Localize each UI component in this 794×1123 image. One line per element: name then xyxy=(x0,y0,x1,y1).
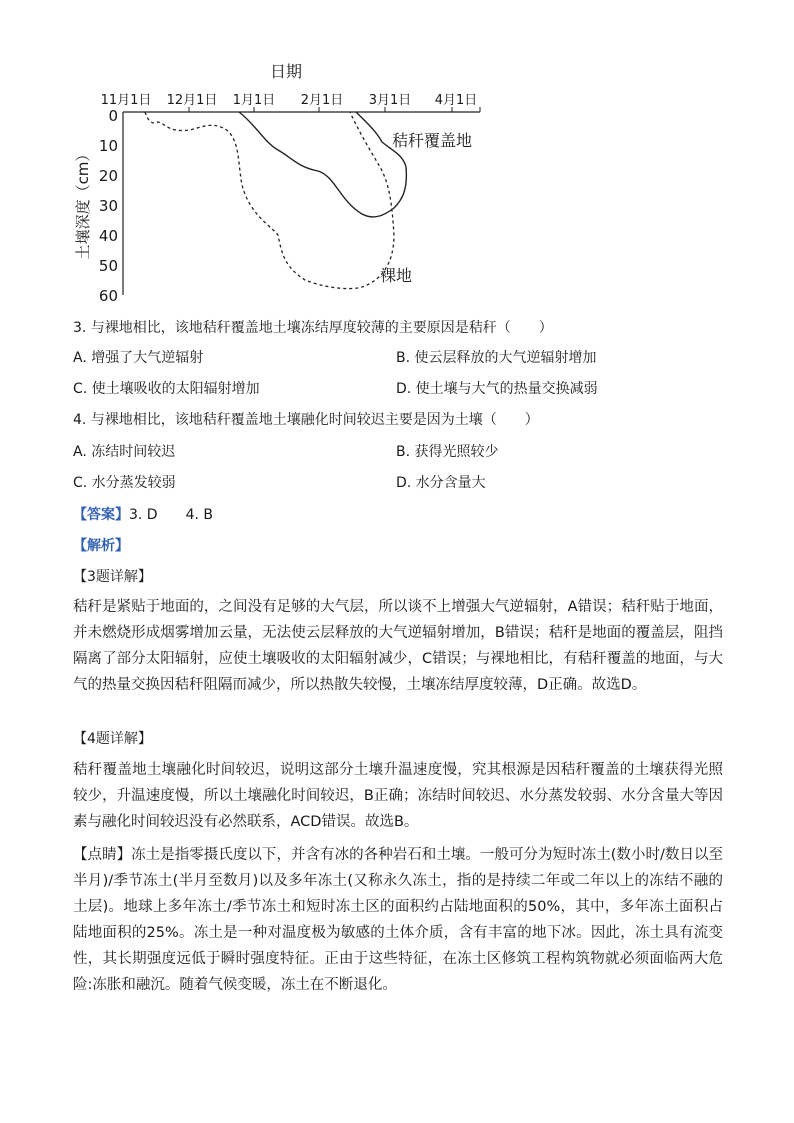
y-tick-label: 30 xyxy=(98,197,118,215)
analysis-tag: 【解析】 xyxy=(73,538,129,554)
x-tick-label: 11月1日 xyxy=(100,93,152,108)
answer-tag: 【答案】 xyxy=(73,507,129,523)
y-axis-title: 土壤深度（cm） xyxy=(74,146,92,260)
y-tick-label: 10 xyxy=(98,137,118,155)
question-3-stem: 3. 与裸地相比，该地秸秆覆盖地土壤冻结厚度较薄的主要原因是秸秆（ ） xyxy=(73,320,553,336)
y-tick-label: 0 xyxy=(108,107,118,125)
detail-4-text: 秸秆覆盖地土壤融化时间较迟，说明这部分土壤升温速度慢，究其根源是因秸秆覆盖的土壤获得光照较少，升温速度慢，所以土壤融化时间较迟，B正确；冻结时间较迟、水分蒸发较弱、水分含量大等因素与融化时间较迟没有必然联系，ACD错误。故选B。 xyxy=(73,762,723,830)
option-3c: C. 使土壤吸收的太阳辐射增加 xyxy=(73,381,260,397)
bare-land-label: 裸地 xyxy=(380,266,413,285)
covered-land-label: 秸秆覆盖地 xyxy=(392,131,473,150)
detail-4-heading: 【4题详解】 xyxy=(73,731,152,747)
soil-frost-chart xyxy=(60,55,520,310)
tip-paragraph xyxy=(73,842,723,998)
option-4d: D. 水分含量大 xyxy=(396,475,486,491)
x-tick-label: 2月1日 xyxy=(300,93,344,108)
option-3b: B. 使云层释放的大气逆辐射增加 xyxy=(396,350,597,366)
answer-value: 3. D 4. B xyxy=(129,507,213,523)
x-tick-label: 12月1日 xyxy=(166,93,218,108)
y-tick-label: 60 xyxy=(98,287,118,305)
detail-3-text: 秸秆是紧贴于地面的，之间没有足够的大气层，所以谈不上增强大气逆辐射，A错误；秸秆贴于地面，并未燃烧形成烟雾增加云量，无法使云层释放的大气逆辐射增加，B错误；秸秆是地面的覆盖层，阻挡隔离了部分太阳辐射，应使土壤吸收的太阳辐射减少，C错误；与裸地相比，有秸秆覆盖的地面，与大气的热量交换因秸秆阻隔而减少，所以热散失较慢，土壤冻结厚度较薄，D正确。故选D。 xyxy=(73,599,723,693)
option-4b: B. 获得光照较少 xyxy=(396,444,499,460)
answer-line xyxy=(73,505,213,525)
question-4-stem: 4. 与裸地相比，该地秸秆覆盖地土壤融化时间较迟主要是因为土壤（ ） xyxy=(73,412,539,428)
option-3d: D. 使土壤与大气的热量交换减弱 xyxy=(396,381,598,397)
bare-land-curve xyxy=(145,112,394,289)
y-tick-label: 40 xyxy=(98,227,118,245)
analysis-heading xyxy=(73,536,129,556)
x-tick-label: 3月1日 xyxy=(368,93,412,108)
detail-3-heading: 【3题详解】 xyxy=(73,569,152,585)
option-3a: A. 增强了大气逆辐射 xyxy=(73,350,204,366)
x-axis-title: 日期 xyxy=(269,62,303,81)
x-tick-label: 4月1日 xyxy=(434,93,478,108)
option-4c: C. 水分蒸发较弱 xyxy=(73,475,176,491)
chart-svg xyxy=(60,55,520,310)
x-tick-label: 1月1日 xyxy=(232,93,276,108)
tip-tag: 【点睛】 xyxy=(73,847,132,863)
y-tick-label: 20 xyxy=(98,167,118,185)
tip-text: 冻土是指零摄氏度以下，并含有冰的各种岩石和土壤。一般可分为短时冻土(数小时/数日以至半月)/季节冻土(半月至数月)以及多年冻土(又称永久冻土，指的是持续二年或二年以上的冻结不融的土层)。地球上多年冻土/季节冻土和短时冻土区的面积约占陆地面积的50%，其中，多年冻土面积占陆地面积的25%。冻土是一种对温度极为敏感的土体介质，含有丰富的地下冰。因此，冻土具有流变性，其长期强度远低于瞬时强度特征。正由于这些特征，在冻土区修筑工程构筑物就必须面临两大危险:冻胀和融沉。随着气候变暖，冻土在不断退化。 xyxy=(73,847,724,993)
covered-land-curve xyxy=(239,112,406,217)
y-tick-label: 50 xyxy=(98,257,118,275)
option-4a: A. 冻结时间较迟 xyxy=(73,444,176,460)
